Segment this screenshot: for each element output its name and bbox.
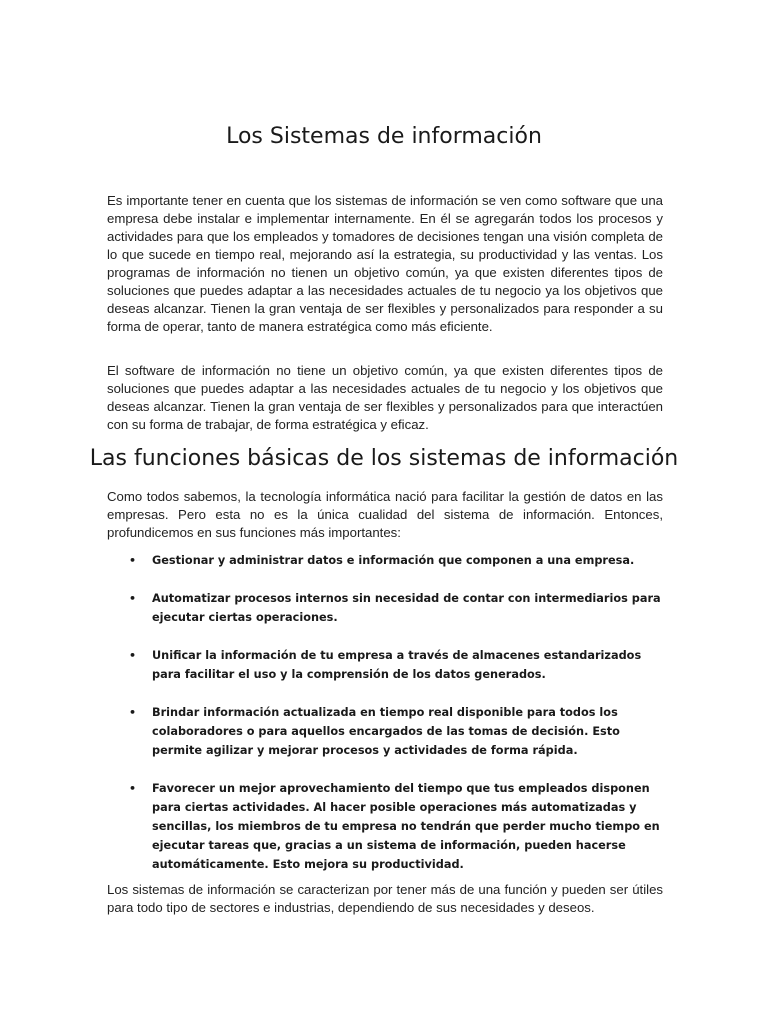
list-item-text: Favorecer un mejor aprovechamiento del tiempo que tus empleados disponen para ciertas actividades. Al hacer posible operaciones más automatizadas y sencillas, los miembros de tu empresa no tendrán que perder mucho tiempo en ejecutar tareas que, gracias a un sistema de información, pueden hacerse automáticamente. Esto mejora su productividad. [152, 782, 660, 871]
list-item [107, 779, 663, 874]
bullet-icon: • [129, 554, 137, 567]
bullet-icon: • [129, 706, 137, 719]
list-item-text: Unificar la información de tu empresa a través de almacenes estandarizados para facilitar el uso y la comprensión de los datos generados. [152, 649, 642, 681]
list-item [107, 589, 663, 627]
list-item-text: Brindar información actualizada en tiempo real disponible para todos los colaboradores o para aquellos encargados de las tomas de decisión. Esto permite agilizar y mejorar procesos y actividades de forma rápida. [152, 706, 620, 757]
page-title: Los Sistemas de información [226, 124, 542, 149]
bullet-icon: • [129, 649, 137, 662]
software-paragraph: El software de información no tiene un objetivo común, ya que existen diferentes tipos de soluciones que puedes adaptar a las necesidades actuales de tu negocio y los objetivos que deseas alcanzar. Tienen la gran ventaja de ser flexibles y personalizados para que interactúen con su forma de trabajar, de forma estratégica y eficaz. [107, 363, 663, 432]
list-item [107, 646, 663, 684]
list-item-text: Automatizar procesos internos sin necesidad de contar con intermediarios para ejecutar ciertas operaciones. [152, 592, 661, 624]
list-item [107, 551, 663, 570]
section-heading: Las funciones básicas de los sistemas de información [89, 446, 679, 471]
intro-paragraph: Es importante tener en cuenta que los sistemas de información se ven como software que una empresa debe instalar e implementar internamente. En él se agregarán todos los procesos y actividades para que los empleados y tomadores de decisiones tengan una visión completa de lo que sucede en tiempo real, mejorando así la estrategia, su productividad y las ventas. Los programas de información no tienen un objetivo común, ya que existen diferentes tipos de soluciones que puedes adaptar a las necesidades actuales de tu negocio ya los objetivos que deseas alcanzar. Tienen la gran ventaja de ser flexibles y personalizados para responder a su forma de operar, tanto de manera estratégica como más eficiente. [107, 193, 663, 334]
bullet-icon: • [129, 592, 137, 605]
functions-list [107, 551, 663, 874]
list-item [107, 703, 663, 760]
conclusion-paragraph: Los sistemas de información se caracterizan por tener más de una función y pueden ser útiles para todo tipo de sectores e industrias, dependiendo de sus necesidades y deseos. [107, 882, 663, 915]
functions-intro-paragraph: Como todos sabemos, la tecnología informática nació para facilitar la gestión de datos en las empresas. Pero esta no es la única cualidad del sistema de información. Entonces, profundicemos en sus funciones más importantes: [107, 489, 663, 540]
list-item-text: Gestionar y administrar datos e información que componen a una empresa. [152, 554, 635, 567]
bullet-icon: • [129, 782, 137, 795]
